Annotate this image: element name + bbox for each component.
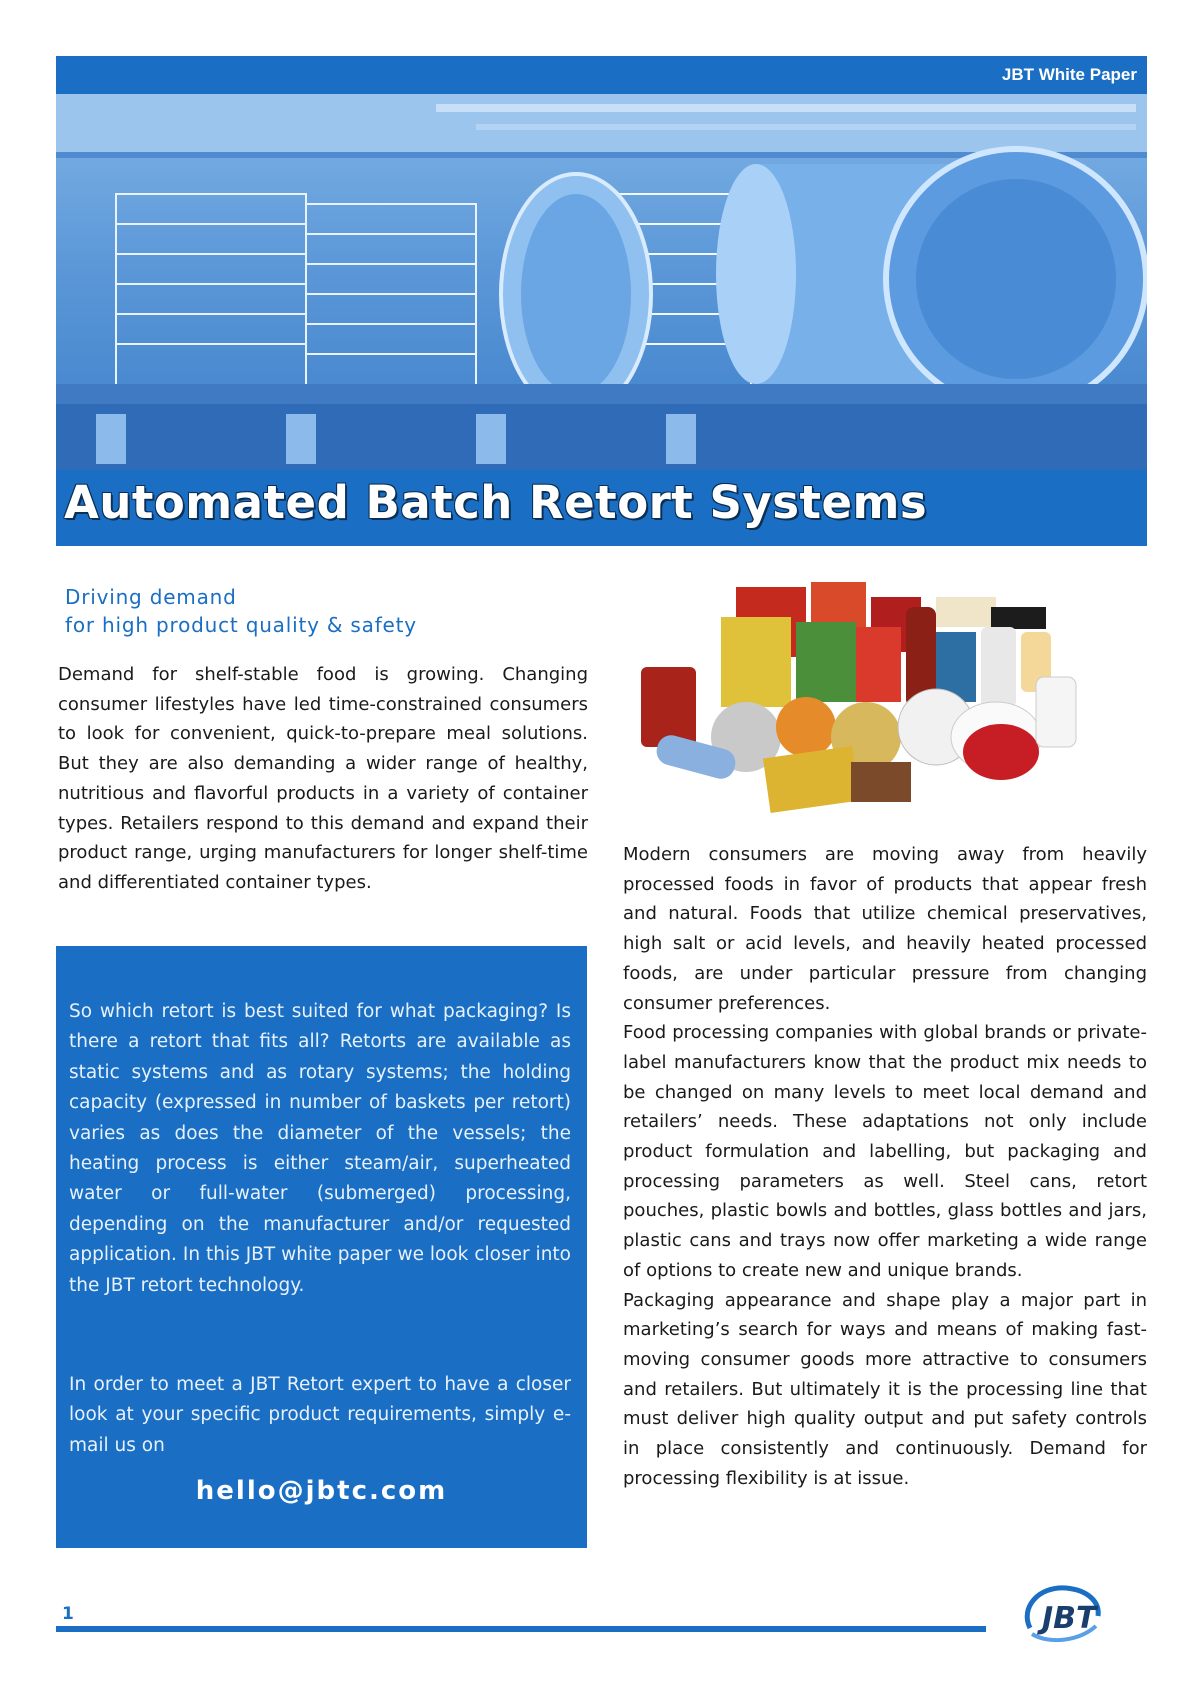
body-paragraph-2: Food processing companies with global brands or private-label manufacturers know that the product mix needs to be changed on many levels to meet local demand and retailers’ needs. These adaptations not only include product formulation and labelling, but packaging and processing parameters as well. Steel cans, retort pouches, plastic bowls and bottles, glass bottles and jars, plastic cans and trays now offer marketing a wide range of options to create new and unique brands.	[623, 1022, 1147, 1281]
food-packages-illustration	[636, 577, 1086, 815]
body-paragraph-1: Modern consumers are moving away from heavily processed foods in favor of products that appear fresh and natural. Foods that utilize chemical preservatives, high salt or acid levels, and heavily heated processed foods, are under particular pressure from changing consumer preferences.	[623, 844, 1147, 1014]
body-paragraph-3: Packaging appearance and shape play a major part in marketing’s search for ways and means of making fast-moving consumer goods more attractive to consumers and retailers. But ultimately it is the processing line that must deliver high quality output and put safety controls in place consistently and continuously. Demand for processing flexibility is at issue.	[623, 1289, 1147, 1489]
retort-machinery-illustration	[56, 94, 1147, 470]
callout-paragraph-2: In order to meet a JBT Retort expert to have a closer look at your specific product requirements, simply e-mail us on	[69, 1374, 571, 1456]
jbt-logo-mark	[1018, 1578, 1128, 1650]
subheading-line-2: for high product quality & safety	[65, 613, 417, 637]
footer-rule	[56, 1626, 986, 1632]
callout-box	[56, 946, 587, 1548]
document-type-label: JBT White Paper	[1001, 65, 1137, 84]
contact-email-link[interactable]: hello@jbtc.com	[195, 1476, 448, 1506]
body-text-column	[623, 840, 1147, 1493]
jbt-logo	[1018, 1578, 1128, 1650]
hero-retort-photo	[56, 94, 1147, 470]
packaged-products-photo	[636, 577, 1086, 815]
intro-paragraph: Demand for shelf-stable food is growing. Changing consumer lifestyles have led time-constrained consumers to look for convenient, quick-to-prepare meal solutions. But they are also demanding a wider range of healthy, nutritious and flavorful products in a variety of container types. Retailers respond to this demand and expand their product range, urging manufacturers for longer shelf-time and differentiated container types.	[58, 664, 588, 893]
header-bar	[56, 56, 1147, 96]
section-subheading	[65, 583, 585, 639]
subheading-line-1: Driving demand	[65, 585, 237, 609]
title-bar	[56, 470, 1147, 546]
logo-wordmark: JBT	[1042, 1601, 1097, 1636]
callout-paragraph-1: So which retort is best suited for what packaging? Is there a retort that fits all? Retorts are available as static systems and as rotary systems; the holding capacity (expressed in number of baskets per retort) varies as does the diameter of the vessels; the heating process is either steam/air, superheated water or full-water (submerged) processing, depending on the manufacturer and/or requested application. In this JBT white paper we look closer into the JBT retort technology.	[69, 1001, 571, 1296]
page-number: 1	[62, 1604, 74, 1624]
document-title: Automated Batch Retort Systems	[64, 476, 928, 529]
